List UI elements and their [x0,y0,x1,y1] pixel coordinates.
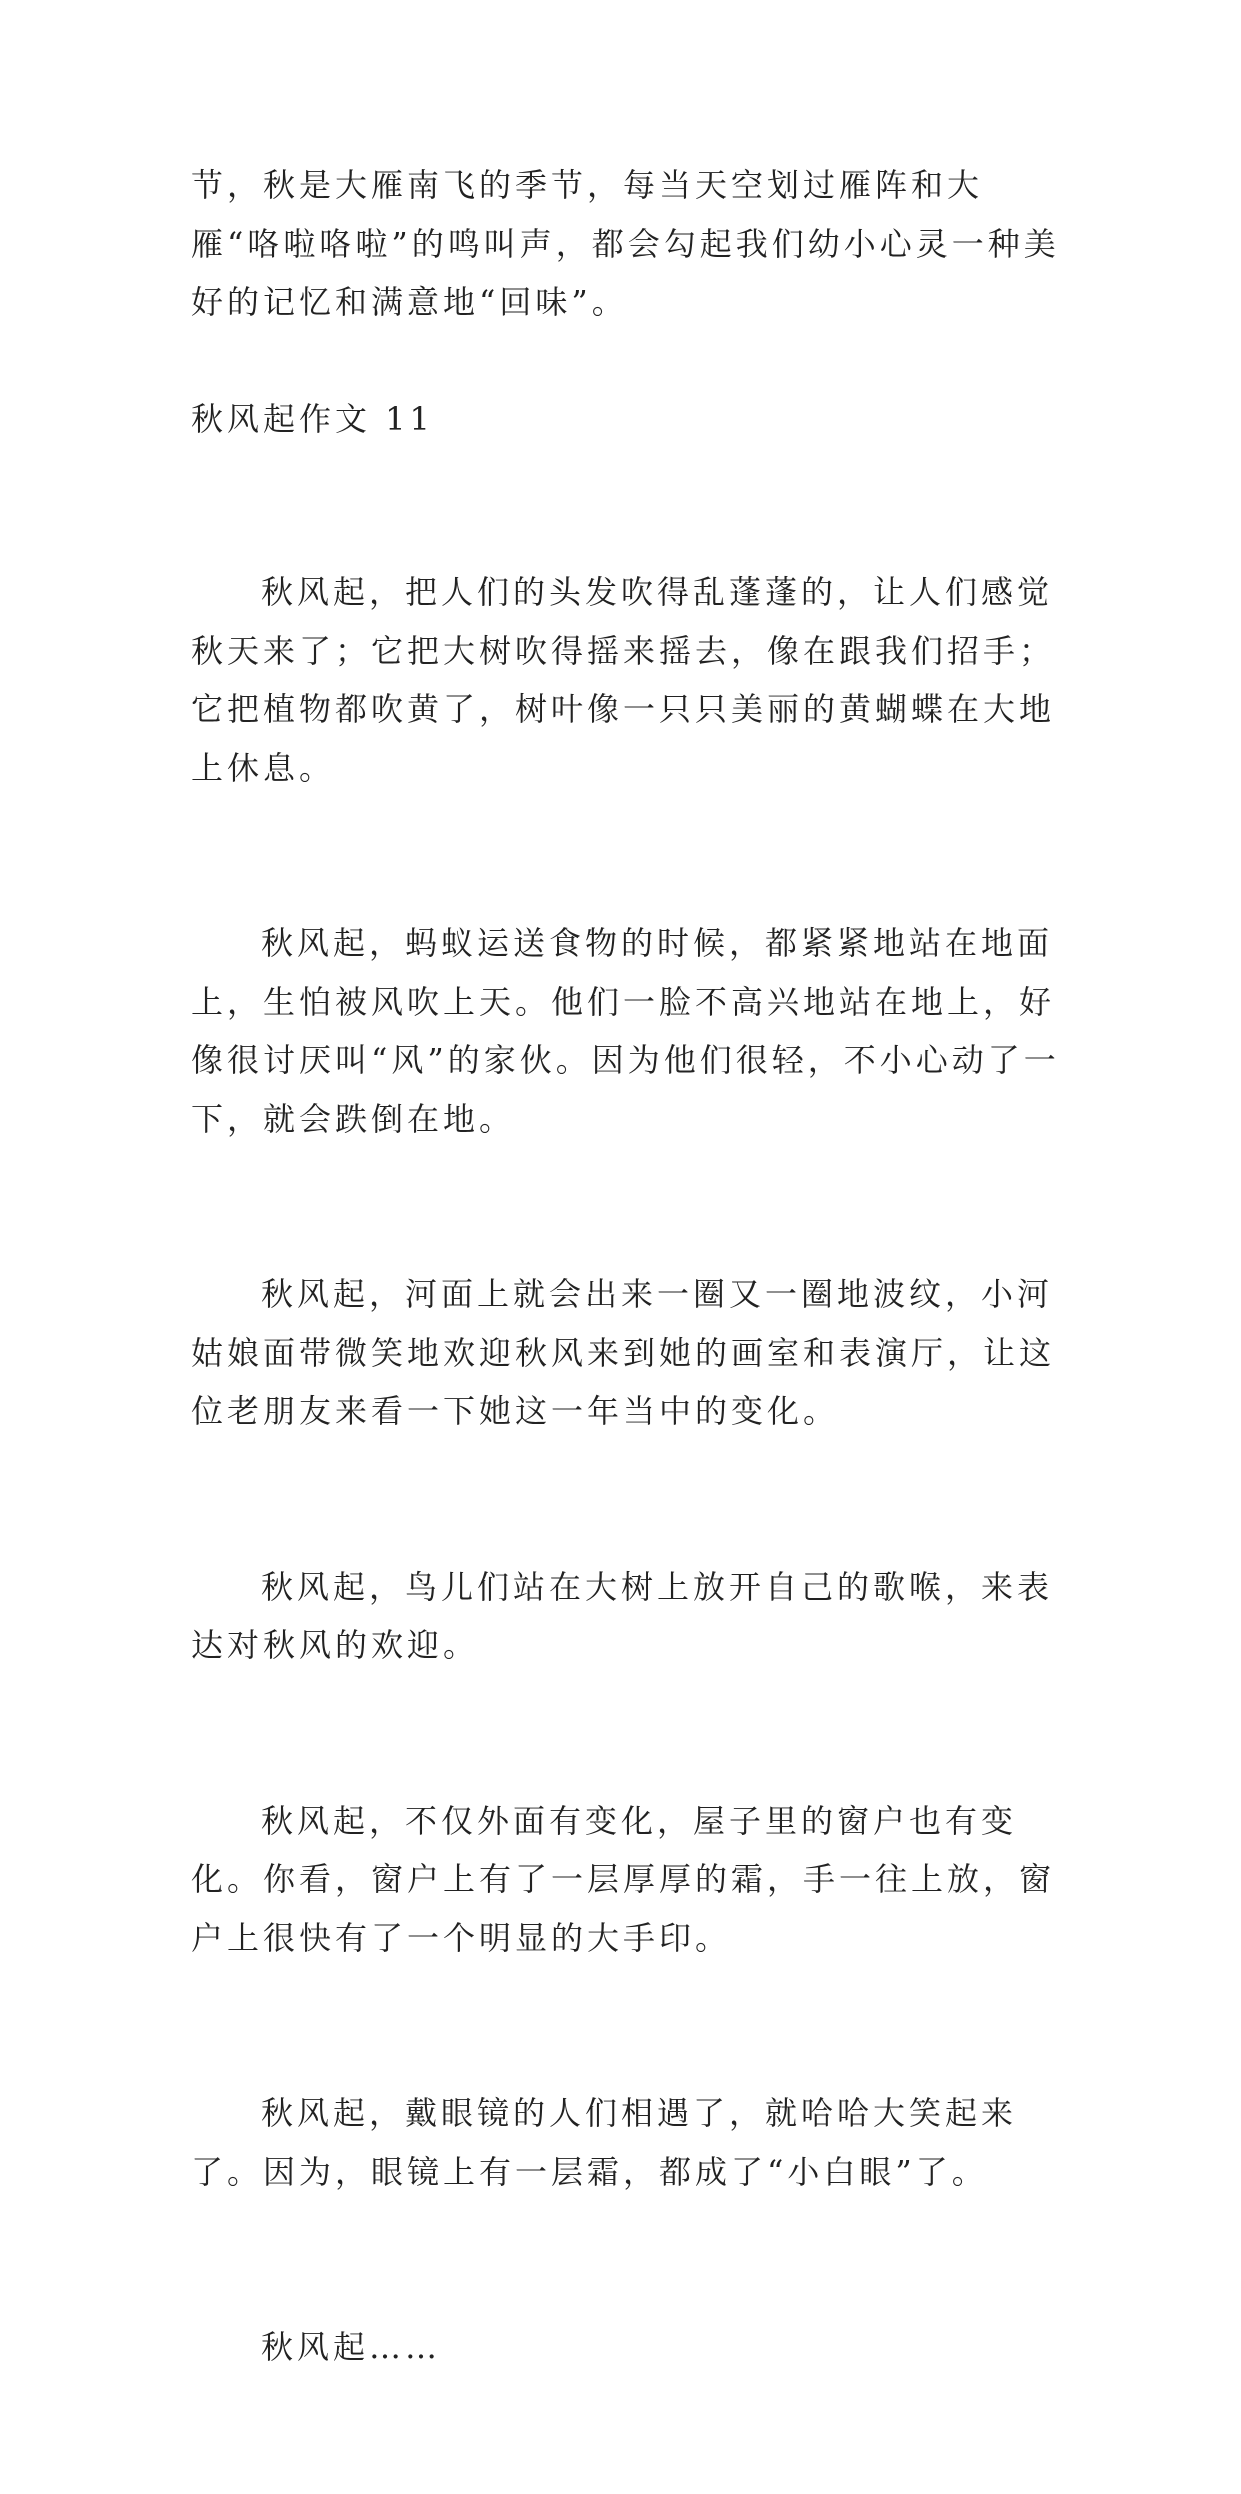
essay-body [191,446,1061,2494]
essay-paragraph: 秋风起，蚂蚁运送食物的时候，都紧紧地站在地面上，生怕被风吹上天。他们一脸不高兴地站在地上，好像很讨厌叫“风”的家伙。因为他们很轻，不小心动了一下，就会跌倒在地。 [191,924,1060,1138]
essay-paragraph: 秋风起…… [261,2328,442,2366]
essay-paragraph: 秋风起，河面上就会出来一圈又一圈地波纹，小河姑娘面带微笑地欢迎秋风来到她的画室和表演厅，让这位老朋友来看一下她这一年当中的变化。 [191,1275,1056,1430]
essay-title: 秋风起作文 11 [191,400,434,438]
essay-paragraph: 秋风起，不仅外面有变化，屋子里的窗户也有变化。你看，窗户上有了一层厚厚的霜，手一往上放，窗户上很快有了一个明显的大手印。 [191,1801,1056,1957]
essay-paragraph: 秋风起，把人们的头发吹得乱蓬蓬的，让人们感觉秋天来了；它把大树吹得摇来摇去，像在跟我们招手；它把植物都吹黄了，树叶像一只只美丽的黄蝴蝶在大地上休息。 [191,573,1056,787]
essay-paragraph: 秋风起，戴眼镜的人们相遇了，就哈哈大笑起来了。因为，眼镜上有一层霜，都成了“小白眼”了。 [191,2094,1018,2191]
essay-paragraph: 秋风起，鸟儿们站在大树上放开自己的歌喉，来表达对秋风的欢迎。 [191,1567,1054,1664]
continuation-paragraph: 节，秋是大雁南飞的季节，每当天空划过雁阵和大雁“咯啦咯啦”的鸣叫声，都会勾起我们幼小心灵一种美好的记忆和满意地“回味”。 [191,166,1060,321]
